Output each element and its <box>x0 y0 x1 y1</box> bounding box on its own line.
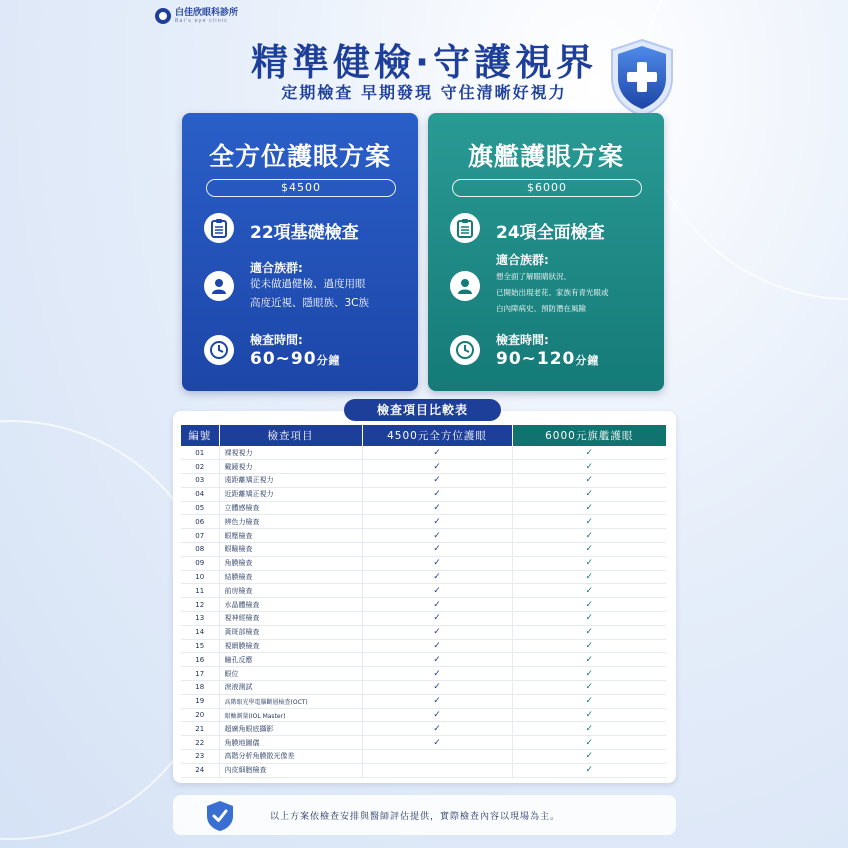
row-number: 07 <box>181 529 219 543</box>
row-item: 眼位 <box>219 667 362 681</box>
table-row <box>181 543 666 557</box>
row-item: 黃斑部檢查 <box>219 625 362 639</box>
check-icon: ✓ <box>512 515 666 529</box>
check-icon: ✓ <box>512 708 666 722</box>
target-line: 已開始出現老花、家族有青光眼或 <box>496 288 609 297</box>
row-item: 水晶體檢查 <box>219 598 362 612</box>
row-item: 超廣角眼底攝影 <box>219 722 362 736</box>
empty-cell <box>362 763 512 777</box>
check-icon: ✓ <box>362 584 512 598</box>
check-icon: ✓ <box>362 694 512 708</box>
row-number: 02 <box>181 460 219 474</box>
check-icon: ✓ <box>362 612 512 626</box>
target-line: 想全面了解眼睛狀況、 <box>496 272 571 281</box>
time-label: 檢查時間: <box>250 333 303 347</box>
row-item: 內皮細胞檢查 <box>219 763 362 777</box>
clinic-logo <box>155 8 238 24</box>
shield-check-icon <box>205 800 235 832</box>
check-icon: ✓ <box>362 598 512 612</box>
check-icon: ✓ <box>512 763 666 777</box>
check-icon: ✓ <box>362 515 512 529</box>
table-row <box>181 612 666 626</box>
row-item: 視網膜檢查 <box>219 639 362 653</box>
check-icon: ✓ <box>512 446 666 460</box>
clipboard-icon <box>204 213 234 243</box>
check-icon: ✓ <box>512 722 666 736</box>
row-item: 辨色力檢查 <box>219 515 362 529</box>
person-icon <box>204 271 234 301</box>
row-number: 09 <box>181 556 219 570</box>
row-item: 前房檢查 <box>219 584 362 598</box>
check-icon: ✓ <box>512 750 666 764</box>
target-line: 高度近視、隱眼族、3C族 <box>250 297 370 309</box>
check-icon: ✓ <box>512 625 666 639</box>
row-item: 裸視視力 <box>219 446 362 460</box>
plan-card-basic[interactable] <box>182 113 418 391</box>
person-icon <box>450 271 480 301</box>
clock-icon <box>450 335 480 365</box>
row-number: 12 <box>181 598 219 612</box>
row-item: 結膜檢查 <box>219 570 362 584</box>
check-icon: ✓ <box>512 501 666 515</box>
plan-price: $4500 <box>206 179 396 197</box>
table-row <box>181 487 666 501</box>
row-number: 22 <box>181 736 219 750</box>
plan-price: $6000 <box>452 179 642 197</box>
check-icon: ✓ <box>362 708 512 722</box>
time-range: 90~120 <box>496 349 576 369</box>
plan-name: 旗艦護眼方案 <box>467 142 624 171</box>
table-row <box>181 694 666 708</box>
check-icon: ✓ <box>362 736 512 750</box>
row-number: 04 <box>181 487 219 501</box>
target-line: 從未做過健檢、過度用眼 <box>250 278 366 290</box>
page-subtitle: 定期檢查 早期發現 守住清晰好視力 <box>281 83 567 102</box>
time-label: 檢查時間: <box>496 333 549 347</box>
table-row <box>181 667 666 681</box>
header-plan-basic: 4500元全方位護眼 <box>362 425 512 446</box>
table-row <box>181 763 666 777</box>
table-row <box>181 708 666 722</box>
row-number: 20 <box>181 708 219 722</box>
header-item: 檢查項目 <box>219 425 362 446</box>
check-icon: ✓ <box>512 681 666 695</box>
check-icon: ✓ <box>512 570 666 584</box>
table-row <box>181 625 666 639</box>
time-value <box>250 349 341 369</box>
row-item: 角膜地圖儀 <box>219 736 362 750</box>
row-number: 10 <box>181 570 219 584</box>
row-number: 14 <box>181 625 219 639</box>
exam-count: 22項基礎檢查 <box>250 223 359 243</box>
comparison-title: 檢查項目比較表 <box>344 399 501 421</box>
check-icon: ✓ <box>512 529 666 543</box>
table-row <box>181 446 666 460</box>
plan-name: 全方位護眼方案 <box>208 142 391 171</box>
check-icon: ✓ <box>512 694 666 708</box>
eye-logo-icon <box>155 8 171 24</box>
table-row <box>181 653 666 667</box>
target-line: 白內障病史、預防潛在風險 <box>496 304 586 313</box>
row-item: 戴鏡視力 <box>219 460 362 474</box>
row-number: 06 <box>181 515 219 529</box>
row-number: 11 <box>181 584 219 598</box>
check-icon: ✓ <box>362 446 512 460</box>
check-icon: ✓ <box>512 736 666 750</box>
plan-card-flagship[interactable] <box>428 113 664 391</box>
row-number: 01 <box>181 446 219 460</box>
table-row <box>181 460 666 474</box>
clock-icon <box>204 335 234 365</box>
check-icon: ✓ <box>512 543 666 557</box>
row-number: 18 <box>181 681 219 695</box>
row-item: 淚液測試 <box>219 681 362 695</box>
empty-cell <box>362 750 512 764</box>
table-row <box>181 474 666 488</box>
table-row <box>181 681 666 695</box>
check-icon: ✓ <box>512 460 666 474</box>
clinic-subname: Bai's eye clinic <box>175 17 228 24</box>
check-icon: ✓ <box>362 529 512 543</box>
row-item: 近距離矯正視力 <box>219 487 362 501</box>
time-unit: 分鐘 <box>575 354 600 367</box>
row-number: 17 <box>181 667 219 681</box>
clinic-name: 白佳欣眼科診所 <box>175 7 239 18</box>
table-row <box>181 501 666 515</box>
check-icon: ✓ <box>512 584 666 598</box>
row-item: 立體感檢查 <box>219 501 362 515</box>
table-row <box>181 736 666 750</box>
row-item: 高階眼光學電腦斷層檢查(OCT) <box>219 694 362 708</box>
target-label: 適合族群: <box>496 253 549 267</box>
check-icon: ✓ <box>512 653 666 667</box>
check-icon: ✓ <box>512 474 666 488</box>
row-number: 05 <box>181 501 219 515</box>
check-icon: ✓ <box>362 556 512 570</box>
row-item: 眼壓檢查 <box>219 529 362 543</box>
check-icon: ✓ <box>362 639 512 653</box>
row-number: 13 <box>181 612 219 626</box>
shield-plus-icon <box>608 38 676 118</box>
row-number: 23 <box>181 750 219 764</box>
header-number: 編號 <box>181 425 219 446</box>
row-item: 視神經檢查 <box>219 612 362 626</box>
row-number: 08 <box>181 543 219 557</box>
row-number: 16 <box>181 653 219 667</box>
check-icon: ✓ <box>362 460 512 474</box>
check-icon: ✓ <box>362 681 512 695</box>
table-row <box>181 750 666 764</box>
target-label: 適合族群: <box>250 261 303 275</box>
time-range: 60~90 <box>250 349 317 369</box>
check-icon: ✓ <box>512 639 666 653</box>
table-row <box>181 722 666 736</box>
check-icon: ✓ <box>362 474 512 488</box>
check-icon: ✓ <box>362 667 512 681</box>
row-item: 眼軸測量(IOL Master) <box>219 708 362 722</box>
row-item: 瞳孔反應 <box>219 653 362 667</box>
row-number: 21 <box>181 722 219 736</box>
row-item: 角膜檢查 <box>219 556 362 570</box>
table-row <box>181 584 666 598</box>
check-icon: ✓ <box>512 612 666 626</box>
clipboard-icon <box>450 213 480 243</box>
row-item: 遠距離矯正視力 <box>219 474 362 488</box>
row-item: 高階分析角膜散光像差 <box>219 750 362 764</box>
row-number: 03 <box>181 474 219 488</box>
table-header-row <box>181 425 666 446</box>
comparison-table <box>181 425 666 778</box>
row-number: 24 <box>181 763 219 777</box>
time-unit: 分鐘 <box>316 354 341 367</box>
table-row <box>181 570 666 584</box>
table-row <box>181 515 666 529</box>
time-value <box>496 349 599 369</box>
table-row <box>181 556 666 570</box>
check-icon: ✓ <box>512 487 666 501</box>
check-icon: ✓ <box>362 487 512 501</box>
check-icon: ✓ <box>362 570 512 584</box>
check-icon: ✓ <box>512 598 666 612</box>
row-item: 眼瞼檢查 <box>219 543 362 557</box>
check-icon: ✓ <box>362 625 512 639</box>
check-icon: ✓ <box>362 722 512 736</box>
header-plan-flagship: 6000元旗艦護眼 <box>512 425 666 446</box>
check-icon: ✓ <box>362 653 512 667</box>
footer-note: 以上方案依檢查安排與醫師評估提供，實際檢查內容以現場為主。 <box>270 812 561 822</box>
row-number: 19 <box>181 694 219 708</box>
check-icon: ✓ <box>512 667 666 681</box>
row-number: 15 <box>181 639 219 653</box>
table-row <box>181 639 666 653</box>
table-row <box>181 529 666 543</box>
table-row <box>181 598 666 612</box>
check-icon: ✓ <box>512 556 666 570</box>
check-icon: ✓ <box>362 543 512 557</box>
exam-count: 24項全面檢查 <box>496 223 605 243</box>
check-icon: ✓ <box>362 501 512 515</box>
page-title: 精準健檢·守護視界 <box>250 41 598 84</box>
